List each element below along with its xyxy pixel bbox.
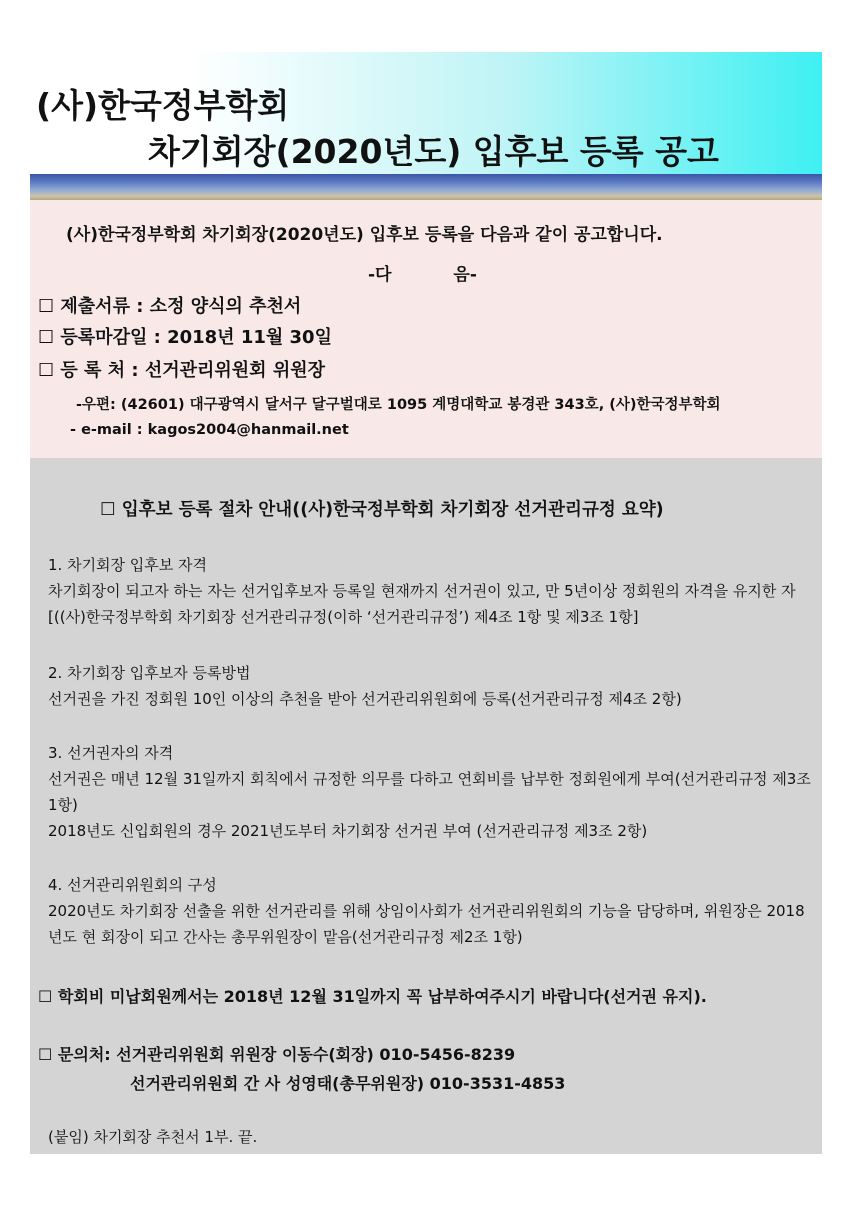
- contact-chair: ☐ 문의처: 선거관리위원회 위원장 이동수(회장) 010-5456-8239: [38, 1045, 516, 1064]
- section-2-body: 선거권을 가진 정회원 10인 이상의 추천을 받아 선거관리위원회에 등록(선거관리규정 제4조 2항): [48, 690, 682, 708]
- section-3-body2: 2018년도 신입회원의 경우 2021년도부터 차기회장 선거권 부여 (선거관리규정 제3조 2항): [48, 822, 648, 840]
- section-4: [48, 872, 814, 950]
- header-banner: [30, 52, 822, 174]
- postal-address: -우편: (42601) 대구광역시 달서구 달구벌대로 1095 계명대학교 봉경관 343호, (사)한국정부학회: [76, 397, 721, 413]
- section-1-body: 차기회장이 되고자 하는 자는 선거입후보자 등록일 현재까지 선거권이 있고, 만 5년이상 정회원의 자격을 유지한 자[((사)한국정부학회 차기회장 선거관리규정(이하 ‘선거관리규정’) 제4조 1항 및 제3조 1항]: [48, 582, 796, 626]
- item-documents: ☐ 제출서류 : 소정 양식의 추천서: [38, 296, 302, 317]
- section-1: [48, 552, 814, 630]
- section-3-body: 선거권은 매년 12월 31일까지 회칙에서 규정한 의무를 다하고 연회비를 납부한 정회원에게 부여(선거관리규정 제3조 1항): [48, 770, 811, 814]
- page-title: 차기회장(2020년도) 입후보 등록 공고: [148, 132, 719, 171]
- notice-intro: (사)한국정부학회 차기회장(2020년도) 입후보 등록을 다음과 같이 공고합니다.: [66, 225, 663, 245]
- section-1-heading: 1. 차기회장 입후보 자격: [48, 556, 208, 574]
- section-2: [48, 660, 814, 712]
- notice-dageum: -다 음-: [368, 265, 477, 285]
- section-3-heading: 3. 선거권자의 자격: [48, 744, 174, 762]
- item-office: ☐ 등 록 처 : 선거관리위원회 위원장: [38, 360, 325, 381]
- guide-title: ☐ 입후보 등록 절차 안내((사)한국정부학회 차기회장 선거관리규정 요약): [100, 500, 664, 520]
- guide-section: [30, 458, 822, 1154]
- attachment-note: (붙임) 차기회장 추천서 1부. 끝.: [48, 1128, 258, 1146]
- section-4-heading: 4. 선거관리위원회의 구성: [48, 876, 217, 894]
- contact-secretary: 선거관리위원회 간 사 성영태(총무위원장) 010-3531-4853: [130, 1074, 566, 1093]
- fee-notice: ☐ 학회비 미납회원께서는 2018년 12월 31일까지 꼭 납부하여주시기 바랍니다(선거권 유지).: [38, 987, 707, 1006]
- section-4-body: 2020년도 차기회장 선출을 위한 선거관리를 위해 상임이사회가 선거관리위원회의 기능을 담당하며, 위원장은 2018년도 현 회장이 되고 간사는 총무위원장이 맡음(선거관리규정 제2조 1항): [48, 902, 805, 946]
- decorative-stripe: [30, 174, 822, 200]
- item-deadline: ☐ 등록마감일 : 2018년 11월 30일: [38, 327, 332, 348]
- section-2-heading: 2. 차기회장 입후보자 등록방법: [48, 664, 251, 682]
- email-address: - e-mail : kagos2004@hanmail.net: [70, 422, 349, 438]
- notice-section: [30, 200, 822, 458]
- page-title-org: (사)한국정부학회: [36, 86, 290, 125]
- section-3: [48, 740, 814, 844]
